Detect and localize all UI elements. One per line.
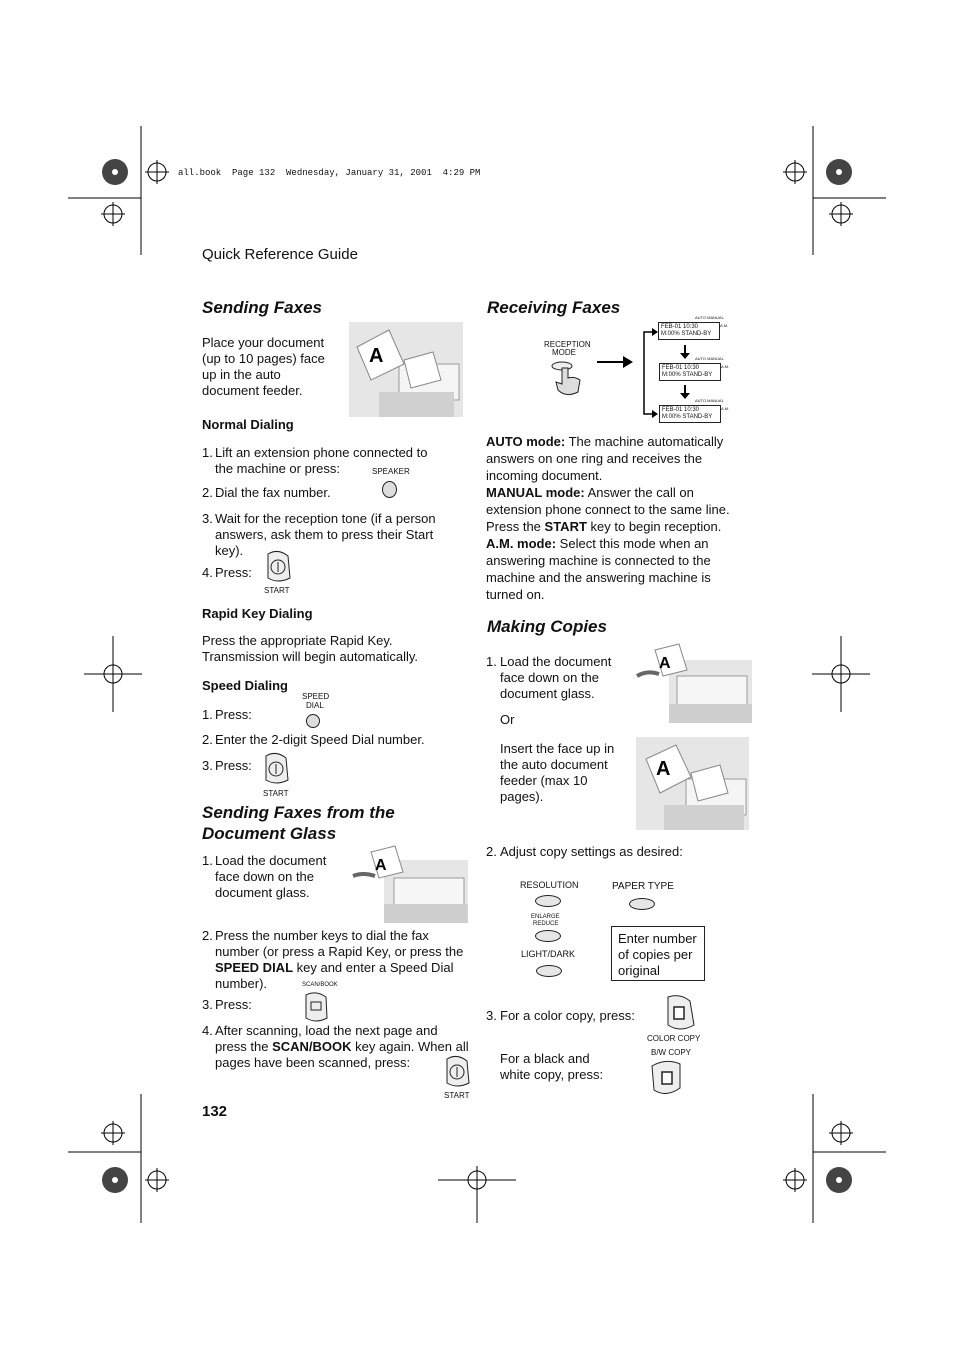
- svg-text:A: A: [375, 857, 387, 874]
- copy-step-2: Adjust copy settings as desired:: [500, 844, 683, 859]
- paper-type-label: PAPER TYPE: [612, 881, 674, 892]
- lcd-am-label: A.M.: [721, 364, 730, 369]
- making-copies-title: Making Copies: [487, 617, 607, 636]
- copy-step-2-num: 2.: [486, 844, 497, 859]
- lcd-modes-label: AUTO MANUAL: [695, 356, 724, 361]
- glass-step-4: [215, 1023, 470, 1071]
- fax-feeder-photo: [636, 737, 749, 830]
- lcd-am-label: A.M.: [720, 323, 729, 328]
- arrow-right-icon: [597, 356, 633, 368]
- lcd-display: [659, 405, 721, 423]
- light-dark-key-icon[interactable]: [536, 965, 562, 977]
- arrow-down-icon: [680, 345, 690, 359]
- manual-mode-label: MANUAL mode:: [486, 485, 585, 500]
- light-dark-label: LIGHT/DARK: [521, 949, 576, 959]
- lcd-modes-label: AUTO MANUAL: [695, 398, 724, 403]
- am-mode-label: A.M. mode:: [486, 536, 557, 551]
- normal-step-1: Lift an extension phone connected to the machine or press:: [215, 445, 428, 476]
- glass-step-3: Press:: [215, 997, 252, 1012]
- svg-text:A: A: [659, 655, 671, 672]
- lcd-line-1: FEB-01 10:30: [662, 365, 700, 371]
- lcd-am-label: A.M.: [721, 406, 730, 411]
- page-number: 132: [202, 1103, 228, 1120]
- speed-step-2-num: 2.: [202, 732, 213, 747]
- speed-key-label-1: SPEED: [302, 692, 330, 701]
- speaker-key-icon[interactable]: [382, 481, 397, 498]
- resolution-label: RESOLUTION: [520, 880, 579, 890]
- speed-dial-key-icon[interactable]: [306, 714, 320, 728]
- speed-step-1-num: 1.: [202, 707, 213, 722]
- start-key-label: START: [264, 586, 290, 595]
- paper-type-key-icon[interactable]: [629, 898, 655, 910]
- lcd-display: [659, 363, 721, 381]
- resolution-key-icon[interactable]: [535, 895, 561, 907]
- lcd-line-2: M:00% STAND-BY: [661, 331, 712, 337]
- running-header: Quick Reference Guide: [202, 246, 358, 263]
- speed-step-3-num: 3.: [202, 758, 213, 773]
- bw-copy-text: For a black and white copy, press:: [500, 1051, 604, 1082]
- start-key-label: START: [444, 1091, 470, 1100]
- arrow-down-icon: [680, 385, 690, 399]
- glass-step-2: [215, 928, 465, 992]
- rapid-dialing-title: Rapid Key Dialing: [202, 606, 313, 621]
- speed-step-3: Press:: [215, 758, 252, 773]
- speaker-key-label: SPEAKER: [372, 467, 410, 476]
- color-copy-label: COLOR COPY: [647, 1034, 701, 1043]
- auto-mode-text: The machine automatically answers on one ring and receives the incoming document.: [486, 434, 724, 483]
- sending-intro: Place your document (up to 10 pages) face up in the auto document feeder.: [202, 335, 325, 398]
- reception-mode-key-icon[interactable]: [550, 358, 586, 398]
- copy-step-1-num: 1.: [486, 654, 497, 669]
- glass-step-4-a: After scanning, load the next page and press the: [215, 1023, 438, 1054]
- print-header: all.book Page 132 Wednesday, January 31, 2001 4:29 PM: [178, 168, 481, 178]
- enlarge-reduce-key-icon[interactable]: [535, 930, 561, 942]
- manual-mode-text-b: key to begin reception.: [586, 519, 722, 534]
- glass-title-line1: Sending Faxes from the: [202, 803, 395, 822]
- lcd-modes-label: AUTO MANUAL: [695, 315, 724, 320]
- scan-book-key-icon[interactable]: [303, 992, 329, 1024]
- scan-book-key-label: SCAN/BOOK: [302, 982, 338, 988]
- fax-feeder-photo: [349, 322, 463, 417]
- copy-or: Or: [500, 712, 515, 727]
- lcd-line-1: FEB-01 10:30: [661, 324, 699, 330]
- svg-text:A: A: [369, 345, 384, 367]
- svg-text:A: A: [656, 758, 671, 780]
- normal-dialing-title: Normal Dialing: [202, 417, 294, 432]
- glass-step-1-num: 1.: [202, 853, 213, 868]
- glass-step-4-c: key again. When all pages have been scanned, press:: [215, 1039, 469, 1070]
- am-mode-text: Select this mode when an answering machine is connected to the machine and the answering machine is turned on.: [486, 536, 711, 602]
- speed-step-2: Enter the 2-digit Speed Dial number.: [215, 732, 425, 747]
- bw-copy-key-icon[interactable]: [650, 1060, 684, 1096]
- lcd-line-2: M:00% STAND-BY: [662, 372, 713, 378]
- document-a-icon: [637, 644, 689, 684]
- manual-start: START: [544, 519, 587, 534]
- glass-step-2-a: Press the number keys to dial the fax number (or press a Rapid Key, or press the: [215, 928, 464, 959]
- copy-step-3: For a color copy, press:: [500, 1008, 635, 1023]
- glass-title-line2: Document Glass: [202, 824, 337, 843]
- start-key-label: START: [263, 789, 289, 798]
- normal-step-1-num: 1.: [202, 445, 213, 460]
- glass-step-3-num: 3.: [202, 997, 213, 1012]
- glass-step-4-b: SCAN/BOOK: [272, 1039, 352, 1054]
- sending-faxes-title: Sending Faxes: [202, 298, 322, 317]
- glass-step-2-num: 2.: [202, 928, 213, 943]
- manual-mode-text-a: Answer the call on extension phone connect to the same line. Press the: [486, 485, 730, 534]
- lcd-display: [658, 322, 720, 340]
- normal-step-2-num: 2.: [202, 485, 213, 500]
- start-key-icon[interactable]: [443, 1055, 471, 1089]
- enter-copies-box: Enter number of copies per original: [611, 926, 705, 981]
- copy-alt: Insert the face up in the auto document feeder (max 10 pages).: [500, 741, 615, 804]
- lcd-line-2: M:00% STAND-BY: [662, 414, 713, 420]
- enlarge-label-1: ENLARGE: [531, 914, 560, 920]
- normal-step-2: Dial the fax number.: [215, 485, 331, 500]
- auto-mode-label: AUTO mode:: [486, 434, 566, 449]
- glass-step-2-b: SPEED DIAL: [215, 960, 294, 975]
- color-copy-key-icon[interactable]: [664, 995, 696, 1031]
- reception-mode-label-2: MODE: [552, 348, 576, 357]
- glass-step-1: Load the document face down on the document glass.: [215, 853, 327, 900]
- reception-mode-label-1: RECEPTION: [544, 340, 591, 349]
- document-a-icon: [353, 846, 403, 886]
- normal-step-4-num: 4.: [202, 565, 213, 580]
- bw-copy-label: B/W COPY: [651, 1048, 692, 1057]
- copy-step-3-num: 3.: [486, 1008, 497, 1023]
- speed-dialing-title: Speed Dialing: [202, 678, 288, 693]
- normal-step-4: Press:: [215, 565, 252, 580]
- rapid-text: Press the appropriate Rapid Key. Transmission will begin automatically.: [202, 633, 419, 664]
- start-key-icon[interactable]: [262, 752, 290, 786]
- lcd-line-1: FEB-01 10:30: [662, 407, 700, 413]
- speed-step-1: Press:: [215, 707, 252, 722]
- copy-step-1: Load the document face down on the document glass.: [500, 654, 612, 701]
- start-key-icon[interactable]: [264, 550, 292, 584]
- normal-step-3: Wait for the reception tone (if a person answers, ask them to press their Start key).: [215, 511, 436, 558]
- speed-key-label-2: DIAL: [306, 701, 324, 710]
- glass-step-2-c: key and enter a Speed Dial number).: [215, 960, 454, 991]
- receiving-modes-text: [486, 433, 748, 603]
- receiving-faxes-title: Receiving Faxes: [487, 298, 621, 317]
- glass-step-4-num: 4.: [202, 1023, 213, 1038]
- enlarge-label-2: REDUCE: [533, 921, 559, 927]
- normal-step-3-num: 3.: [202, 511, 213, 526]
- bracket-line: [634, 330, 658, 416]
